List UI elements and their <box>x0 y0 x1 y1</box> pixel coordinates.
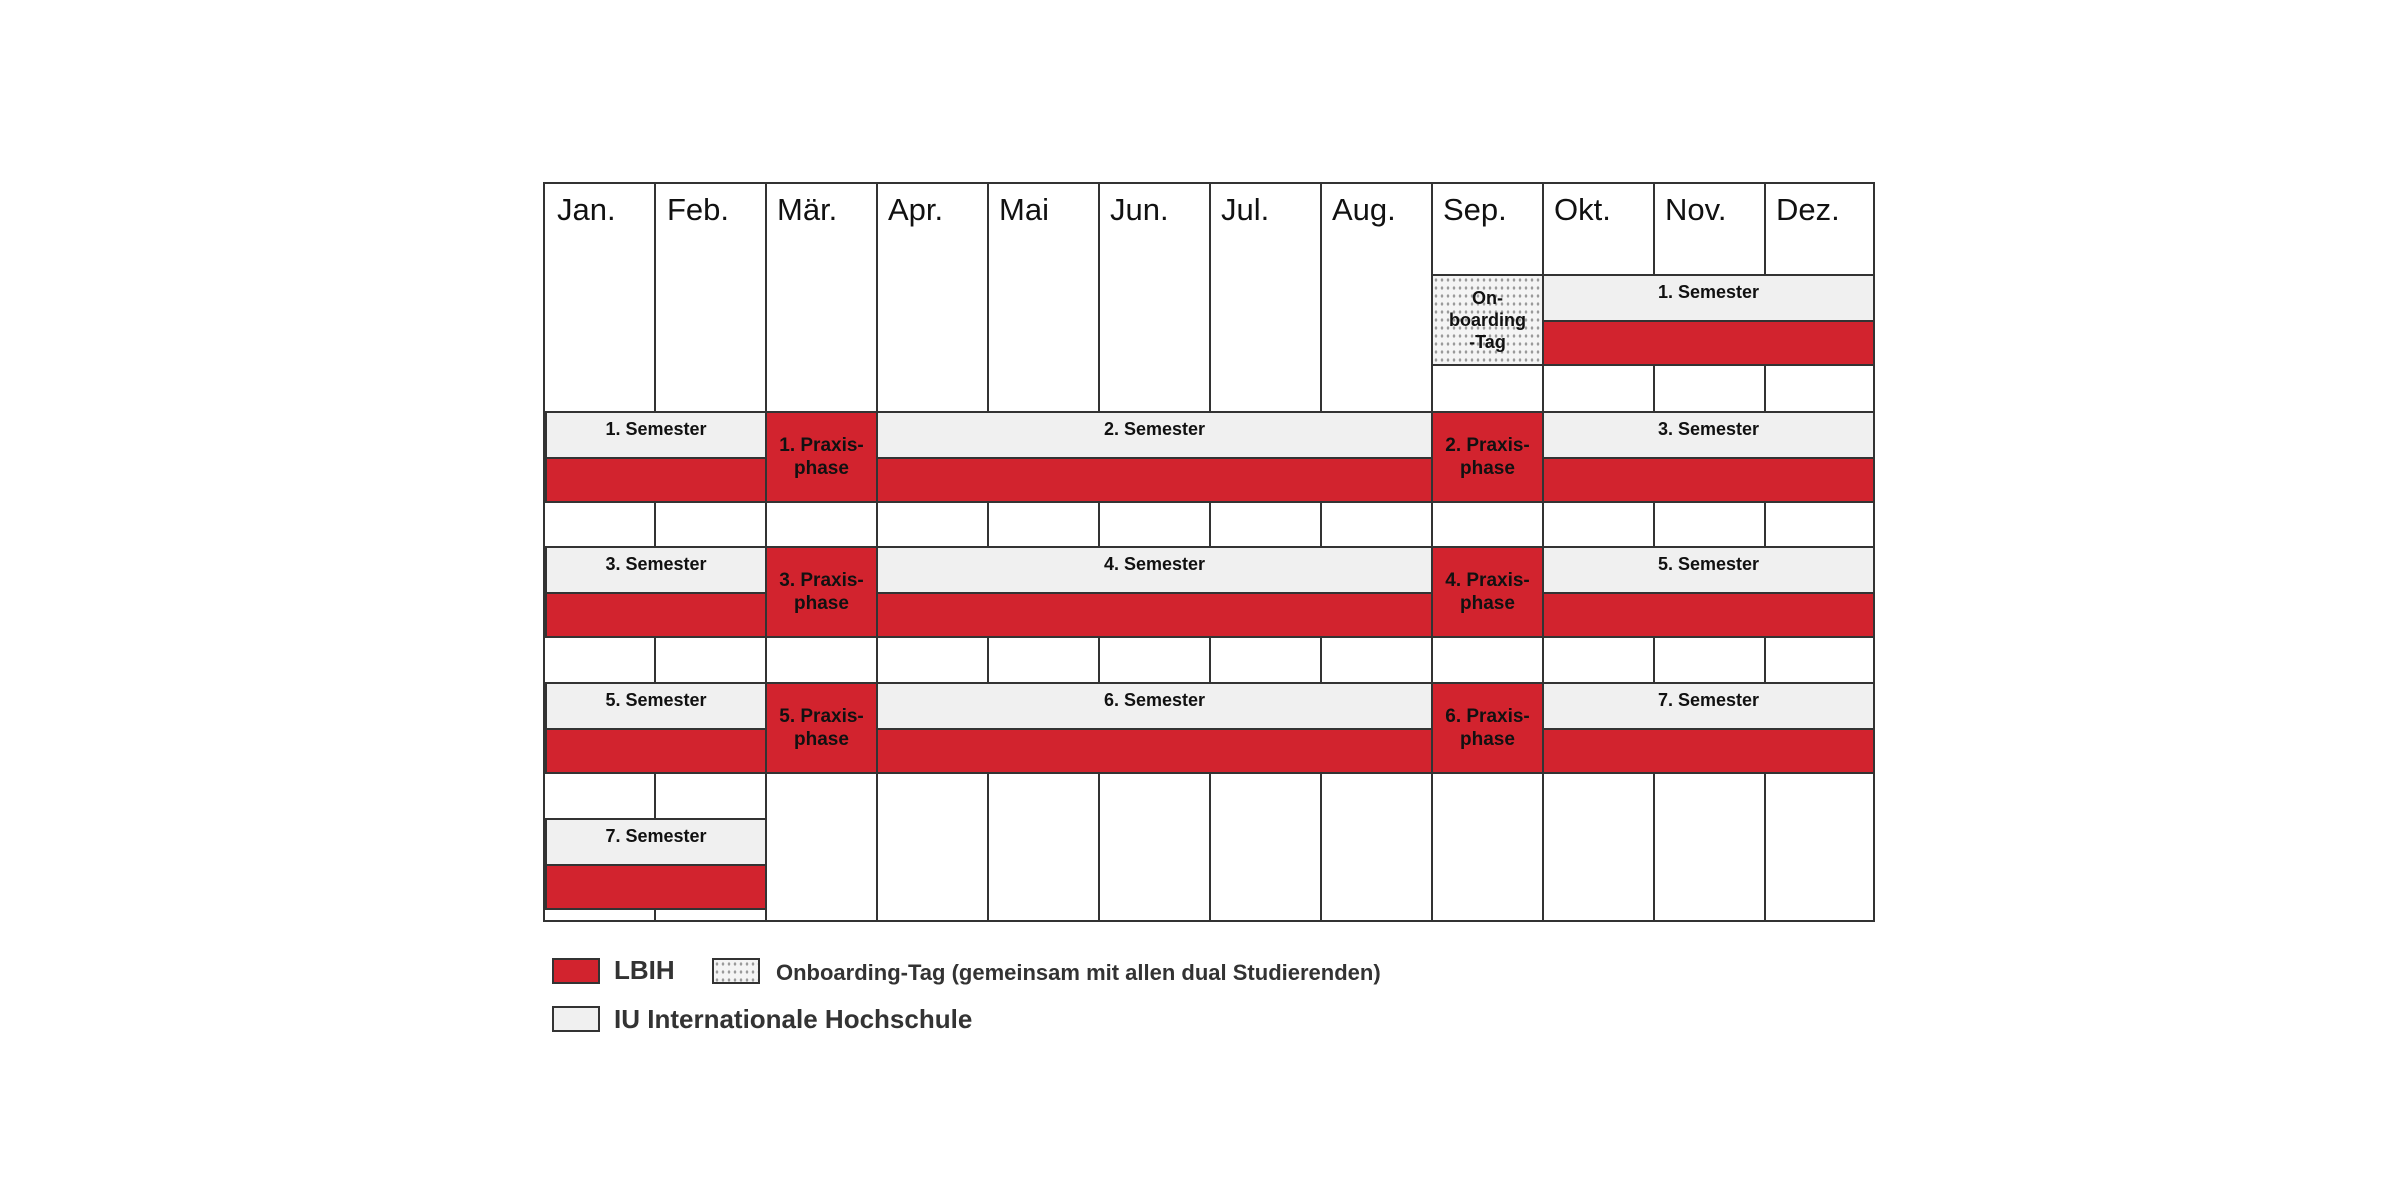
semester-label: 3. Semester <box>1657 419 1760 439</box>
semester-label: 1. Semester <box>605 419 707 439</box>
month-label-dez: Dez. <box>1776 192 1840 227</box>
praxis-phase-block: 6. Praxis- phase <box>1431 682 1544 774</box>
lbih-block <box>545 457 767 503</box>
month-label-jul: Jul. <box>1221 192 1270 227</box>
semester-label: 5. Semester <box>1657 554 1760 574</box>
month-label-aug: Aug. <box>1332 192 1396 227</box>
calendar-grid <box>543 182 1875 922</box>
lbih-block <box>545 728 767 774</box>
lbih-block <box>1542 320 1875 366</box>
legend-swatch-iu <box>552 1006 600 1032</box>
semester-block <box>545 546 767 592</box>
legend-label-iu: IU Internationale Hochschule <box>614 1004 973 1034</box>
semester-label: 2. Semester <box>1103 419 1206 439</box>
month-label-nov: Nov. <box>1665 192 1727 227</box>
praxis-phase-block: 1. Praxis- phase <box>765 411 878 503</box>
month-label-sep: Sep. <box>1443 192 1507 227</box>
semester-block <box>1542 411 1875 457</box>
semester-label: 6. Semester <box>1103 690 1206 710</box>
lbih-block <box>1542 592 1875 638</box>
lbih-block <box>876 592 1433 638</box>
month-label-mar: Mär. <box>777 192 838 227</box>
semester-block <box>876 546 1433 592</box>
onboarding-day-block: On- boarding -Tag <box>1431 274 1544 366</box>
lbih-block <box>1542 728 1875 774</box>
legend-label-lbih: LBIH <box>614 955 675 985</box>
semester-block <box>1542 682 1875 728</box>
semester-block <box>545 411 767 457</box>
month-label-apr: Apr. <box>888 192 944 227</box>
semester-block <box>545 818 767 864</box>
lbih-block <box>545 592 767 638</box>
semester-block <box>1542 274 1875 320</box>
praxis-phase-block: 5. Praxis- phase <box>765 682 878 774</box>
semester-label: 4. Semester <box>1103 554 1206 574</box>
month-label-jun: Jun. <box>1110 192 1169 227</box>
legend-swatch-lbih <box>552 958 600 984</box>
legend-swatch-onboarding <box>712 958 760 984</box>
semester-block <box>1542 546 1875 592</box>
semester-label: 7. Semester <box>605 826 707 846</box>
month-label-jan: Jan. <box>557 192 616 227</box>
lbih-block <box>876 457 1433 503</box>
semester-label: 1. Semester <box>1657 282 1760 302</box>
semester-block <box>876 682 1433 728</box>
lbih-block <box>545 864 767 910</box>
semester-label: 3. Semester <box>605 554 707 574</box>
semester-block <box>545 682 767 728</box>
praxis-phase-block: 3. Praxis- phase <box>765 546 878 638</box>
month-label-feb: Feb. <box>667 192 730 227</box>
lbih-block <box>1542 457 1875 503</box>
month-label-okt: Okt. <box>1554 192 1611 227</box>
legend-label-onboarding: Onboarding-Tag (gemeinsam mit allen dual Studierenden) <box>776 960 1381 985</box>
lbih-block <box>876 728 1433 774</box>
semester-block <box>876 411 1433 457</box>
month-label-mai: Mai <box>999 192 1049 227</box>
semester-label: 5. Semester <box>605 690 707 710</box>
semester-label: 7. Semester <box>1657 690 1760 710</box>
praxis-phase-block: 2. Praxis- phase <box>1431 411 1544 503</box>
praxis-phase-block: 4. Praxis- phase <box>1431 546 1544 638</box>
